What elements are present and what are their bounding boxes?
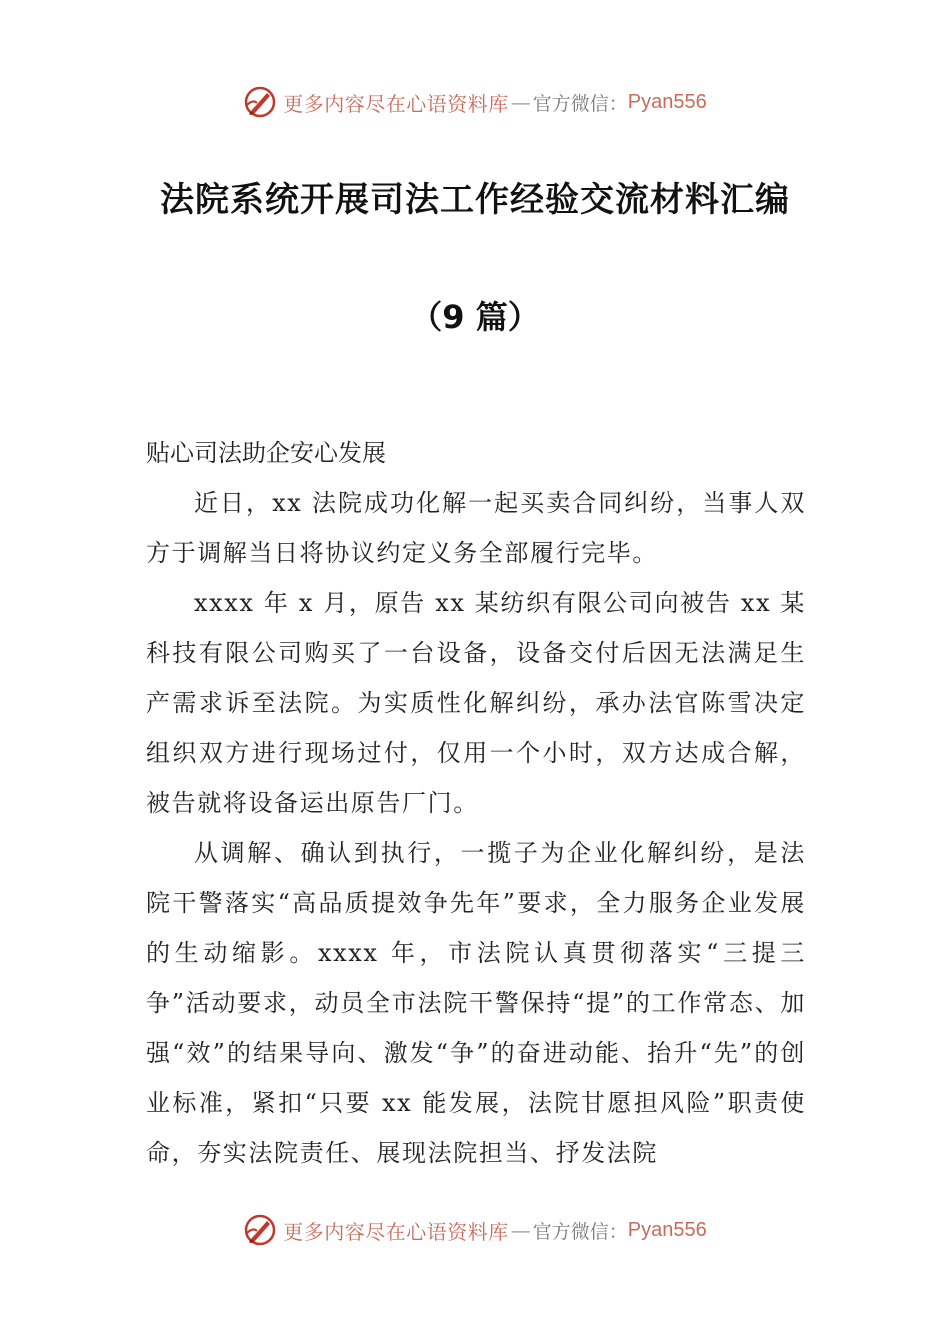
- paragraph: 从调解、确认到执行，一揽子为企业化解纠纷，是法院干警落实“高品质提效争先年”要求，全力服务企业发展的生动缩影。xxxx 年，市法院认真贯彻落实“三提三争”活动要求，动员全市法院干警保持“提”的工作常态、加强“效”的结果导向、激发“争”的奋进动能、抬升“先”的创业标准，紧扣“只要 xx 能发展，法院甘愿担风险”职责使命，夯实法院责任、展现法院担当、抒发法院: [146, 839, 806, 1167]
- banner-text: 更多内容尽在心语资料库: [283, 91, 509, 116]
- banner-wechat-id: Pyan556: [627, 90, 707, 113]
- banner-text: 更多内容尽在心语资料库: [283, 1219, 509, 1244]
- document-subtitle: （9 篇）: [410, 298, 540, 336]
- banner-dash: —: [510, 90, 531, 114]
- section-heading: 贴心司法助企安心发展: [146, 439, 386, 467]
- header-banner: [0, 82, 950, 122]
- paragraph: xxxx 年 x 月，原告 xx 某纺织有限公司向被告 xx 某科技有限公司购买了一台设备，设备交付后因无法满足生产需求诉至法院。为实质性化解纠纷，承办法官陈雪决定组织双方进行现场过付，仅用一个小时，双方达成合解，被告就将设备运出原告厂门。: [146, 589, 806, 817]
- banner-dash: —: [510, 1218, 531, 1242]
- document-title: 法院系统开展司法工作经验交流材料汇编: [160, 180, 790, 220]
- document-body: [146, 428, 806, 1178]
- footer-banner: [0, 1210, 950, 1250]
- pen-logo-icon: [243, 85, 277, 119]
- banner-wechat-label: 官方微信：: [532, 1220, 628, 1243]
- banner-wechat-label: 官方微信：: [532, 92, 628, 115]
- banner-wechat-id: Pyan556: [627, 1218, 707, 1241]
- pen-logo-icon: [243, 1213, 277, 1247]
- paragraph: 近日，xx 法院成功化解一起买卖合同纠纷，当事人双方于调解当日将协议约定义务全部履行完毕。: [146, 489, 806, 567]
